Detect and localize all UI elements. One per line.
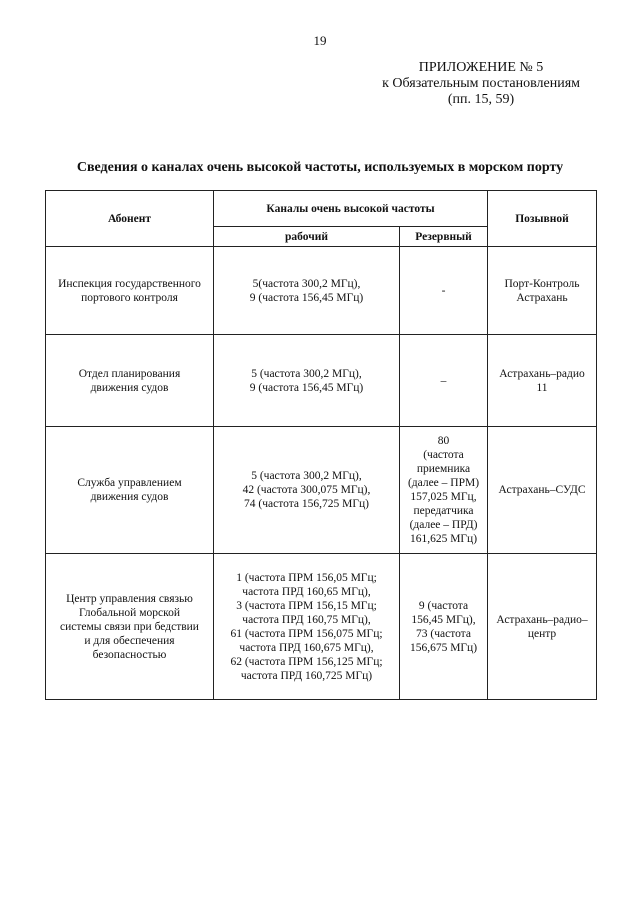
appendix-title: ПРИЛОЖЕНИЕ № 5 [418, 60, 544, 75]
cell-subscriber: Инспекция государственного портового контроля [46, 247, 214, 335]
page-number: 19 [313, 33, 327, 48]
header-working: рабочий [214, 227, 400, 247]
header-subscriber: Абонент [46, 191, 214, 247]
cell-callsign: Астрахань–СУДС [488, 427, 597, 554]
table-row [46, 554, 597, 700]
cell-callsign: Астрахань–радио– центр [488, 554, 597, 700]
document-title: Сведения о каналах очень высокой частоты, используемых в морском порту [76, 160, 564, 175]
cell-working: 5 (частота 300,2 МГц), 42 (частота 300,075 МГц), 74 (частота 156,725 МГц) [214, 427, 400, 554]
cell-working: 5 (частота 300,2 МГц), 9 (частота 156,45 МГц) [214, 335, 400, 427]
cell-subscriber: Служба управлением движения судов [46, 427, 214, 554]
cell-subscriber: Центр управления связью Глобальной морской системы связи при бедствии и для обеспечения безопасностью [46, 554, 214, 700]
cell-reserve: – [400, 335, 488, 427]
header-reserve: Резервный [400, 227, 488, 247]
table-row [46, 335, 597, 427]
cell-subscriber: Отдел планирования движения судов [46, 335, 214, 427]
cell-working: 5(частота 300,2 МГц), 9 (частота 156,45 МГц) [214, 247, 400, 335]
appendix-clauses: (пп. 15, 59) [447, 92, 515, 107]
cell-callsign: Астрахань–радио 11 [488, 335, 597, 427]
table-row [46, 247, 597, 335]
appendix-reference: к Обязательным постановлениям [382, 76, 580, 91]
cell-reserve: 80 (частота приемника (далее – ПРМ) 157,025 МГц, передатчика (далее – ПРД) 161,625 МГц) [400, 427, 488, 554]
appendix-block [382, 60, 580, 108]
cell-working: 1 (частота ПРМ 156,05 МГц; частота ПРД 160,65 МГц), 3 (частота ПРМ 156,15 МГц; частота ПРД 160,75 МГц), 61 (частота ПРМ 156,075 МГц; частота ПРД 160,675 МГц), 62 (частота ПРМ 156,125 МГц; частота ПРД 160,725 МГц) [214, 554, 400, 700]
channels-table [45, 190, 597, 700]
table-row [46, 427, 597, 554]
header-channels: Каналы очень высокой частоты [214, 191, 488, 227]
cell-reserve: 9 (частота 156,45 МГц), 73 (частота 156,675 МГц) [400, 554, 488, 700]
cell-reserve: - [400, 247, 488, 335]
cell-callsign: Порт-Контроль Астрахань [488, 247, 597, 335]
header-callsign: Позывной [488, 191, 597, 247]
